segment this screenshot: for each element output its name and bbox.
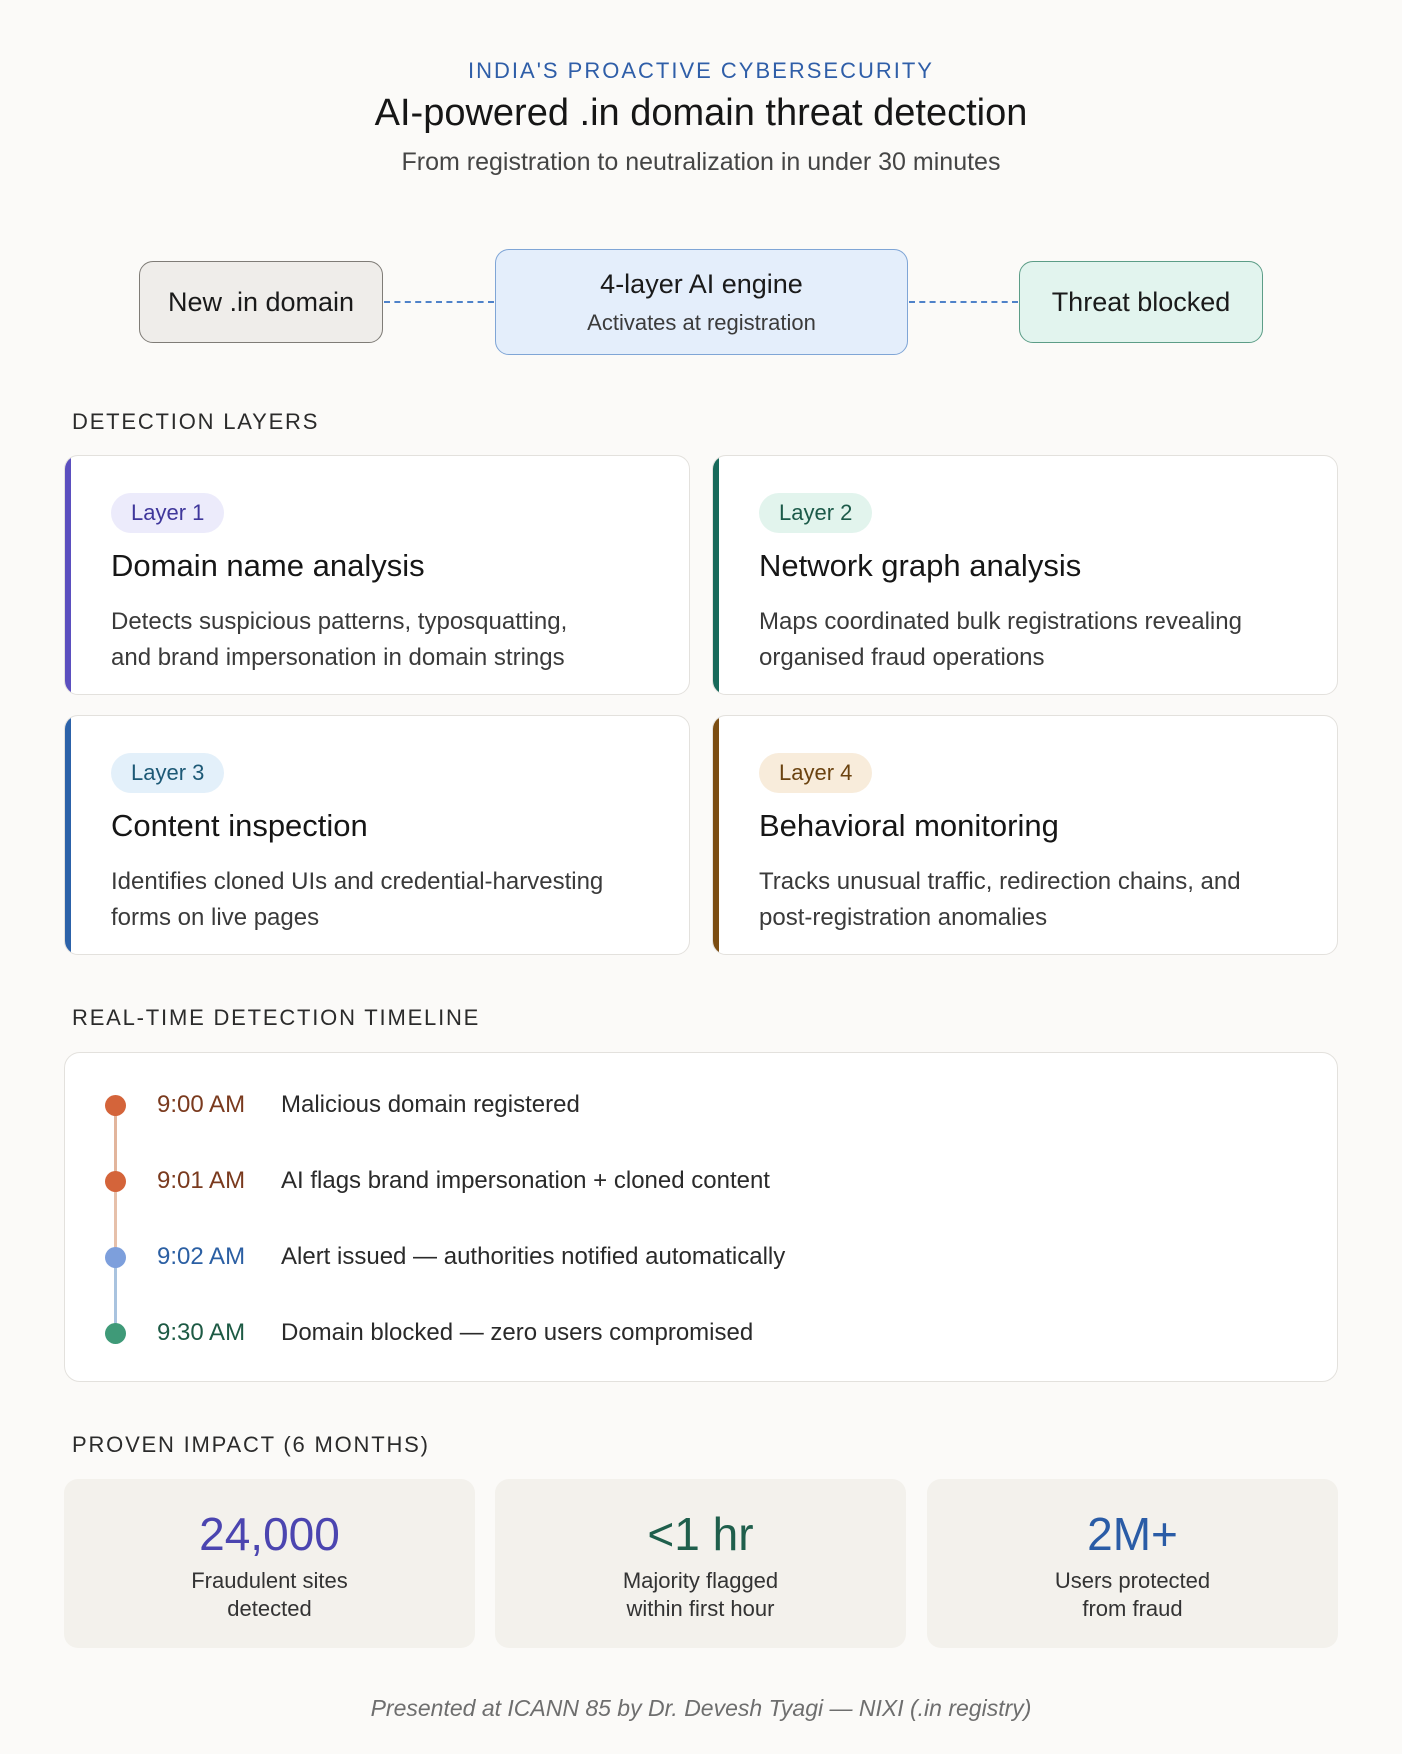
page-subtitle: From registration to neutralization in under 30 minutes	[401, 148, 1001, 176]
layer-description-line: Identifies cloned UIs and credential-harvesting	[111, 868, 604, 895]
layer-accent-bar	[713, 456, 719, 694]
stat-value: 24,000	[199, 1508, 340, 1560]
flow-node-new-domain	[139, 261, 383, 343]
layer-description-line: Detects suspicious patterns, typosquatting,	[111, 608, 568, 635]
timeline-segment	[114, 1181, 117, 1257]
flow-node-ai-engine	[495, 249, 908, 355]
layer-card-4	[712, 715, 1338, 955]
layer-badge: Layer 3	[111, 753, 224, 793]
stat-card	[927, 1479, 1338, 1648]
layer-card-1	[64, 455, 690, 695]
timeline-time: 9:01 AM	[157, 1167, 246, 1194]
layer-description-line: forms on live pages	[111, 904, 320, 931]
stat-card	[64, 1479, 475, 1648]
stat-label-line: from fraud	[1082, 1596, 1183, 1621]
layer-card-2	[712, 455, 1338, 695]
eyebrow-label: INDIA'S PROACTIVE CYBERSECURITY	[468, 58, 934, 83]
timeline-segment	[114, 1105, 117, 1181]
layer-title: Behavioral monitoring	[759, 808, 1059, 843]
flow-node-sublabel: Activates at registration	[587, 309, 816, 335]
stat-card	[495, 1479, 906, 1648]
timeline-dot	[105, 1171, 126, 1192]
layer-description-line: Tracks unusual traffic, redirection chains, and	[759, 868, 1241, 895]
layer-title: Domain name analysis	[111, 548, 425, 583]
flow-connector-left	[384, 301, 494, 303]
flow-connector-right	[909, 301, 1018, 303]
layer-title: Content inspection	[111, 808, 368, 843]
section-label-timeline: REAL-TIME DETECTION TIMELINE	[72, 1005, 481, 1030]
page-title: AI-powered .in domain threat detection	[374, 92, 1028, 134]
timeline-card	[64, 1052, 1338, 1382]
layer-description	[111, 864, 651, 936]
layer-title: Network graph analysis	[759, 548, 1082, 583]
flow-node-label: 4-layer AI engine	[600, 268, 803, 299]
section-label-impact: PROVEN IMPACT (6 MONTHS)	[72, 1432, 430, 1457]
timeline-segment	[114, 1257, 117, 1333]
section-label-detection-layers: DETECTION LAYERS	[72, 409, 320, 434]
layer-accent-bar	[713, 716, 719, 954]
timeline-event: Malicious domain registered	[281, 1091, 580, 1118]
timeline-event: AI flags brand impersonation + cloned content	[281, 1167, 770, 1194]
layer-description-line: and brand impersonation in domain strings	[111, 644, 565, 671]
stat-label	[64, 1567, 475, 1623]
timeline-time: 9:30 AM	[157, 1319, 246, 1346]
layer-badge: Layer 2	[759, 493, 872, 533]
stat-label-line: Users protected	[1054, 1568, 1211, 1593]
stat-value: <1 hr	[647, 1508, 754, 1560]
timeline-dot	[105, 1247, 126, 1268]
timeline-dot	[105, 1323, 126, 1344]
layer-badge: Layer 4	[759, 753, 872, 793]
timeline-event: Domain blocked — zero users compromised	[281, 1319, 754, 1346]
timeline-dot	[105, 1095, 126, 1116]
layer-description	[759, 604, 1299, 676]
layer-description-line: Maps coordinated bulk registrations revealing	[759, 608, 1242, 635]
layer-description	[759, 864, 1299, 936]
layer-accent-bar	[65, 716, 71, 954]
infographic	[64, 0, 1338, 1754]
timeline-time: 9:00 AM	[157, 1091, 246, 1118]
flow-node-label: New .in domain	[167, 286, 355, 317]
stat-value: 2M+	[1087, 1508, 1178, 1560]
stat-label	[495, 1567, 906, 1623]
flow-node-label: Threat blocked	[1051, 286, 1231, 317]
stat-label	[927, 1567, 1338, 1623]
footer-credit: Presented at ICANN 85 by Dr. Devesh Tyagi — NIXI (.in registry)	[370, 1695, 1032, 1721]
stat-label-line: detected	[227, 1596, 312, 1621]
layer-description	[111, 604, 651, 676]
layer-description-line: organised fraud operations	[759, 644, 1045, 671]
stat-label-line: within first hour	[626, 1596, 775, 1621]
stat-label-line: Fraudulent sites	[191, 1568, 348, 1593]
timeline-event: Alert issued — authorities notified automatically	[281, 1243, 786, 1270]
layer-accent-bar	[65, 456, 71, 694]
timeline-time: 9:02 AM	[157, 1243, 246, 1270]
flow-node-threat-blocked	[1019, 261, 1263, 343]
layer-description-line: post-registration anomalies	[759, 904, 1048, 931]
stat-label-line: Majority flagged	[622, 1568, 779, 1593]
layer-card-3	[64, 715, 690, 955]
layer-badge: Layer 1	[111, 493, 224, 533]
